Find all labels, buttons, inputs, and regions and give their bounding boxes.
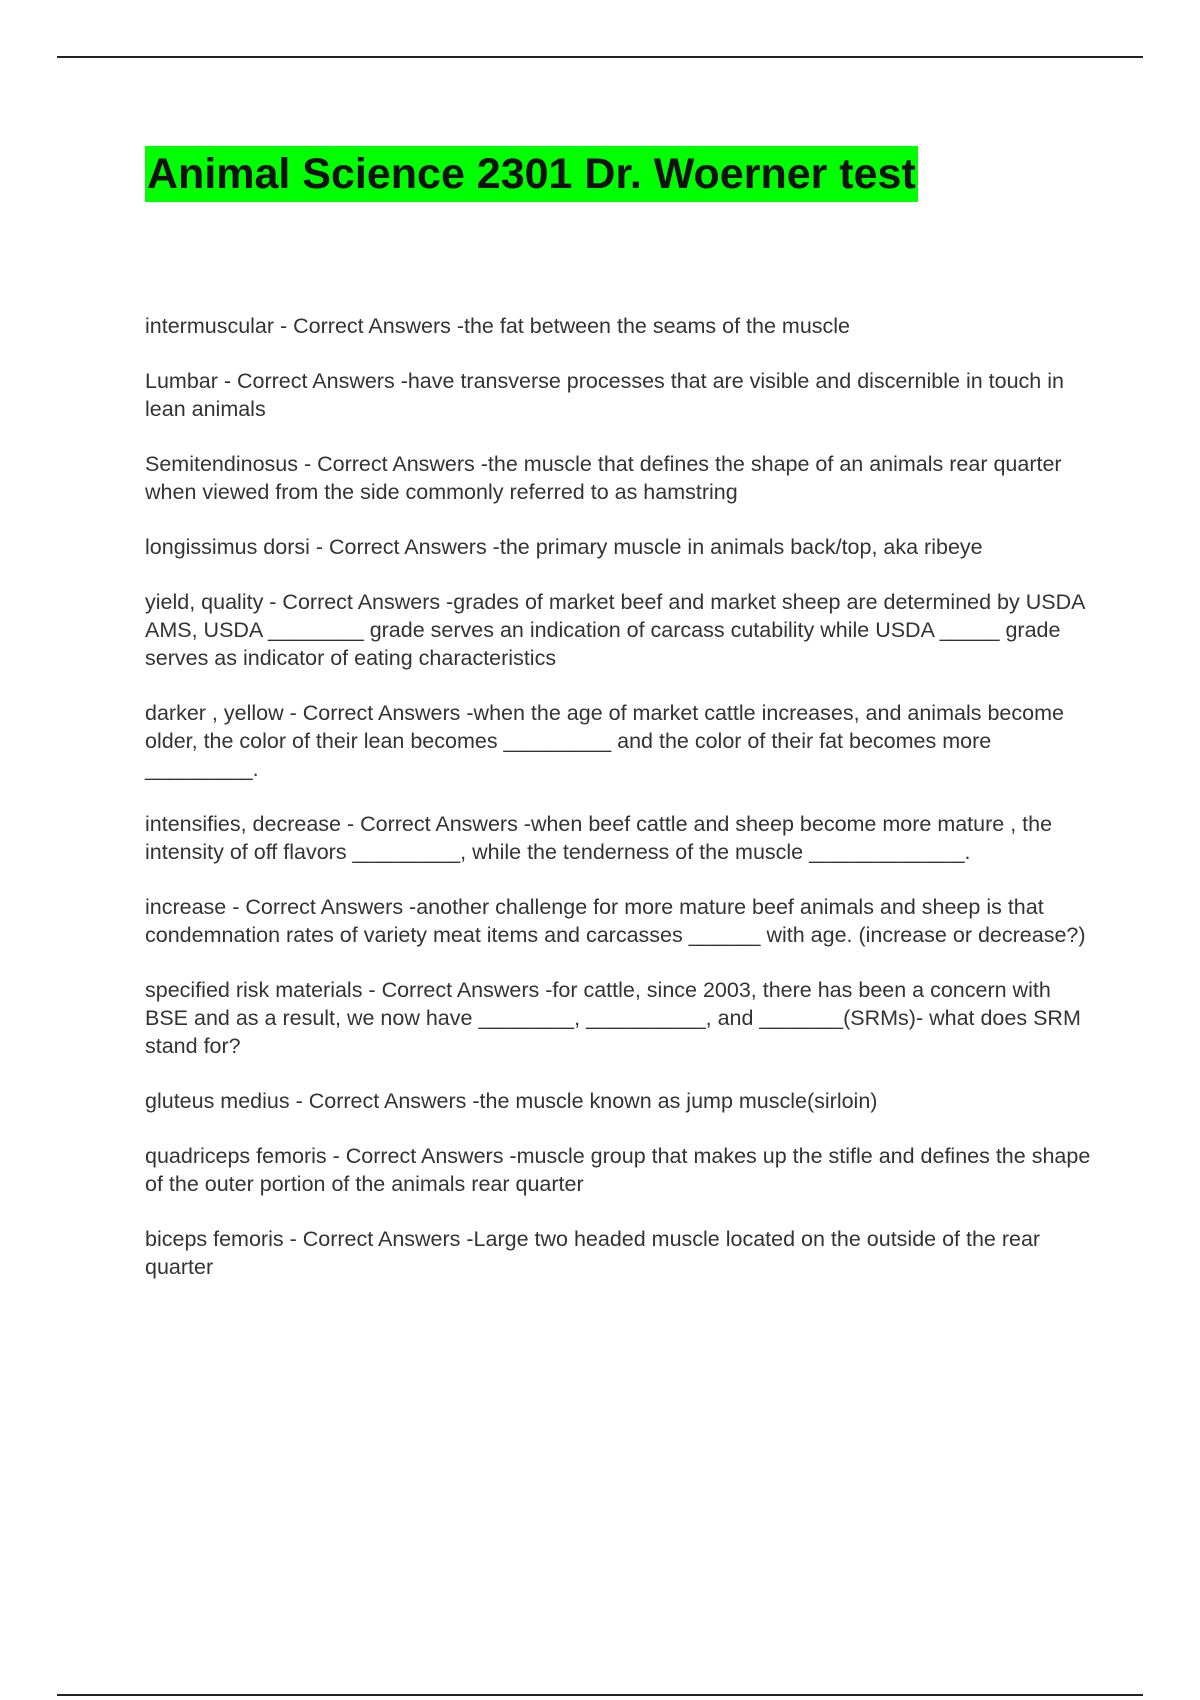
qa-list bbox=[145, 312, 1095, 1308]
qa-entry: biceps femoris - Correct Answers -Large two headed muscle located on the outside of the rear quarter bbox=[145, 1227, 1041, 1279]
qa-entry: intermuscular - Correct Answers -the fat between the seams of the muscle bbox=[145, 314, 851, 338]
qa-entry: quadriceps femoris - Correct Answers -muscle group that makes up the stifle and defines the shape of the outer portion of the animals rear quarter bbox=[145, 1144, 1091, 1196]
top-rule bbox=[57, 56, 1143, 58]
qa-entry: intensifies, decrease - Correct Answers -when beef cattle and sheep become more mature , the intensity of off flavors _________, while the tenderness of the muscle _____________. bbox=[145, 812, 1053, 864]
document-title: Animal Science 2301 Dr. Woerner test bbox=[145, 146, 918, 202]
qa-entry: Semitendinosus - Correct Answers -the muscle that defines the shape of an animals rear quarter when viewed from the side commonly referred to as hamstring bbox=[145, 452, 1062, 504]
qa-entry: increase - Correct Answers -another challenge for more mature beef animals and sheep is that condemnation rates of variety meat items and carcasses ______ with age. (increase or decrease?) bbox=[145, 895, 1086, 947]
qa-entry: Lumbar - Correct Answers -have transverse processes that are visible and discernible in touch in lean animals bbox=[145, 369, 1064, 421]
qa-entry: darker , yellow - Correct Answers -when the age of market cattle increases, and animals become older, the color of their lean becomes _________ and the color of their fat becomes more _________. bbox=[145, 701, 1064, 781]
bottom-rule bbox=[57, 1694, 1143, 1696]
qa-entry: yield, quality - Correct Answers -grades of market beef and market sheep are determined by USDA AMS, USDA ________ grade serves an indication of carcass cutability while USDA _____ grade serves as indicator of eating characteristics bbox=[145, 590, 1085, 670]
qa-entry: gluteus medius - Correct Answers -the muscle known as jump muscle(sirloin) bbox=[145, 1089, 878, 1113]
qa-entry: longissimus dorsi - Correct Answers -the primary muscle in animals back/top, aka ribeye bbox=[145, 535, 983, 559]
qa-entry: specified risk materials - Correct Answers -for cattle, since 2003, there has been a concern with BSE and as a result, we now have ________, __________, and _______(SRMs)- what does SRM stand for? bbox=[145, 978, 1081, 1058]
title-block bbox=[145, 146, 918, 202]
